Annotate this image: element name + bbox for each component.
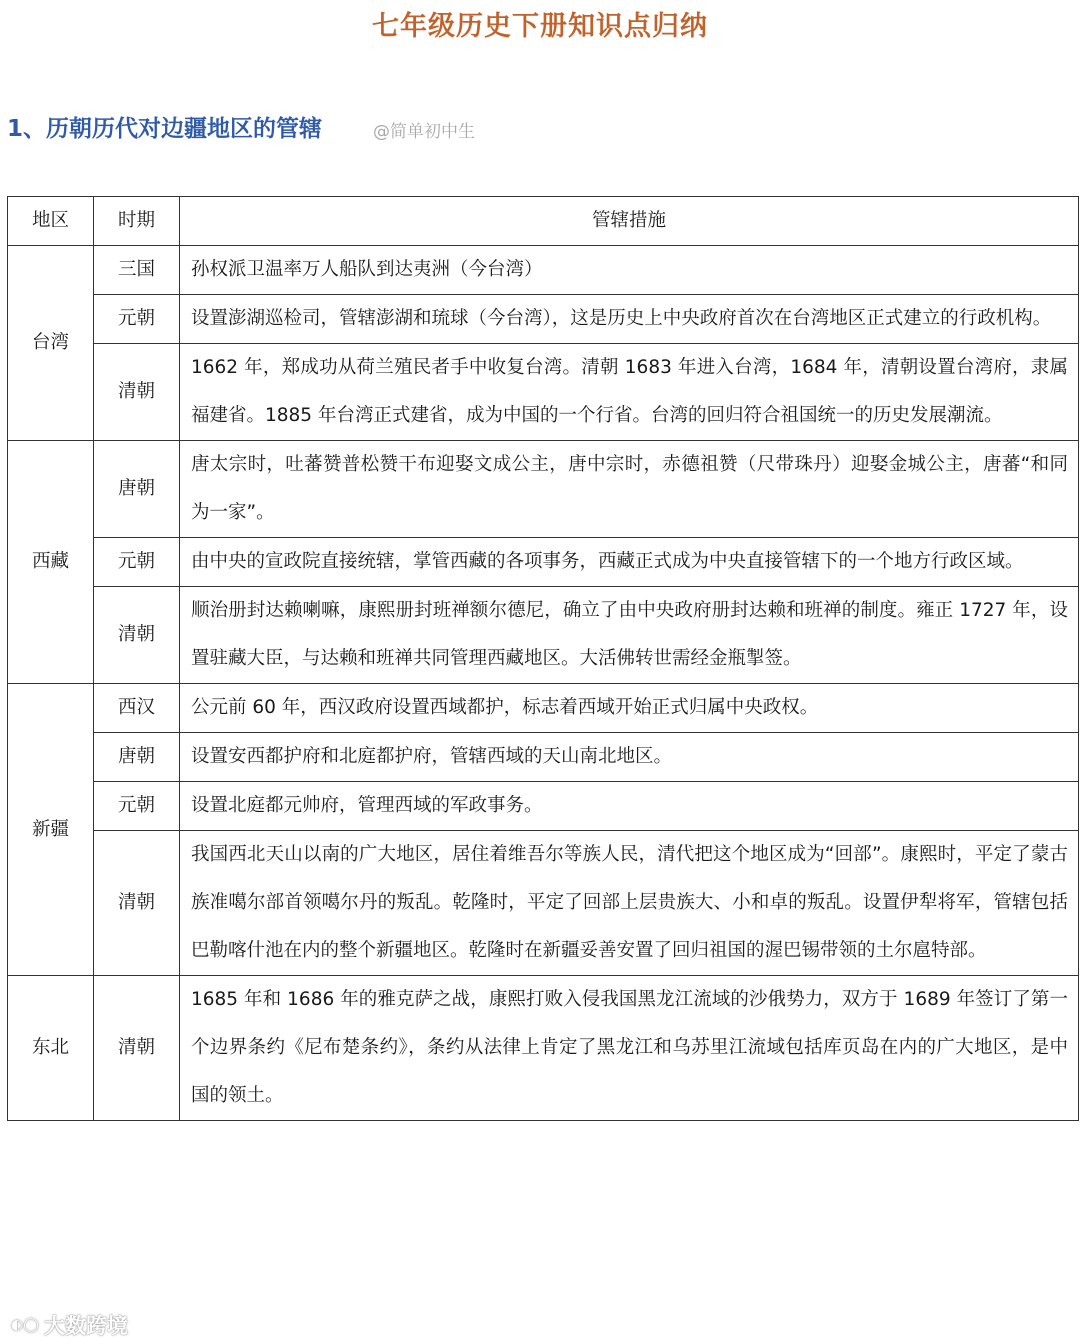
period-cell: 清朝	[94, 831, 180, 976]
region-cell: 东北	[8, 976, 94, 1121]
header-region: 地区	[8, 197, 94, 246]
period-cell: 清朝	[94, 587, 180, 684]
table-row	[8, 344, 1079, 441]
period-cell: 唐朝	[94, 733, 180, 782]
table-row	[8, 538, 1079, 587]
measure-cell: 设置北庭都元帅府，管理西域的军政事务。	[180, 782, 1079, 831]
measure-cell: 唐太宗时，吐蕃赞普松赞干布迎娶文成公主，唐中宗时，赤德祖赞（尺带珠丹）迎娶金城公主，唐蕃“和同为一家”。	[180, 441, 1079, 538]
period-cell: 西汉	[94, 684, 180, 733]
dashujukuajing-logo-icon: ◐◯	[11, 1317, 39, 1333]
period-cell: 元朝	[94, 295, 180, 344]
table-header-row	[8, 197, 1079, 246]
header-period: 时期	[94, 197, 180, 246]
measure-cell: 孙权派卫温率万人船队到达夷洲（今台湾）	[180, 246, 1079, 295]
footer-watermark	[10, 1310, 128, 1340]
measure-cell: 由中央的宣政院直接统辖，掌管西藏的各项事务，西藏正式成为中央直接管辖下的一个地方行政区域。	[180, 538, 1079, 587]
table-row	[8, 831, 1079, 976]
table-row	[8, 733, 1079, 782]
measure-cell: 公元前 60 年，西汉政府设置西域都护，标志着西域开始正式归属中央政权。	[180, 684, 1079, 733]
author-watermark: @简单初中生	[373, 122, 475, 142]
table-row	[8, 295, 1079, 344]
period-cell: 清朝	[94, 344, 180, 441]
measure-cell: 设置安西都护府和北庭都护府，管辖西域的天山南北地区。	[180, 733, 1079, 782]
period-cell: 元朝	[94, 782, 180, 831]
header-measures: 管辖措施	[180, 197, 1079, 246]
measure-cell: 1685 年和 1686 年的雅克萨之战，康熙打败入侵我国黑龙江流域的沙俄势力，双方于 1689 年签订了第一个边界条约《尼布楚条约》，条约从法律上肯定了黑龙江和乌苏里江流域包括库页岛在内的广大地区，是中国的领土。	[180, 976, 1079, 1121]
region-cell: 台湾	[8, 246, 94, 441]
region-cell: 新疆	[8, 684, 94, 976]
document-title: 七年级历史下册知识点归纳	[372, 11, 708, 42]
footer-watermark-text: 大数跨境	[44, 1314, 128, 1338]
table-row	[8, 782, 1079, 831]
measure-cell: 1662 年，郑成功从荷兰殖民者手中收复台湾。清朝 1683 年进入台湾，1684 年，清朝设置台湾府，隶属福建省。1885 年台湾正式建省，成为中国的一个行省。台湾的回归符合祖国统一的历史发展潮流。	[180, 344, 1079, 441]
measure-cell: 我国西北天山以南的广大地区，居住着维吾尔等族人民，清代把这个地区成为“回部”。康熙时，平定了蒙古族准噶尔部首领噶尔丹的叛乱。乾隆时，平定了回部上层贵族大、小和卓的叛乱。设置伊犁将军，管辖包括巴勒喀什池在内的整个新疆地区。乾隆时在新疆妥善安置了回归祖国的渥巴锡带领的土尔扈特部。	[180, 831, 1079, 976]
table-row	[8, 684, 1079, 733]
region-cell: 西藏	[8, 441, 94, 684]
table-row	[8, 976, 1079, 1121]
period-cell: 元朝	[94, 538, 180, 587]
table-row	[8, 587, 1079, 684]
jurisdiction-table	[7, 196, 1079, 1121]
table-row	[8, 441, 1079, 538]
section-heading: 1、历朝历代对边疆地区的管辖	[7, 116, 323, 142]
measure-cell: 顺治册封达赖喇嘛，康熙册封班禅额尔德尼，确立了由中央政府册封达赖和班禅的制度。雍正 1727 年，设置驻藏大臣，与达赖和班禅共同管理西藏地区。大活佛转世需经金瓶掣签。	[180, 587, 1079, 684]
table-row	[8, 246, 1079, 295]
period-cell: 清朝	[94, 976, 180, 1121]
period-cell: 唐朝	[94, 441, 180, 538]
period-cell: 三国	[94, 246, 180, 295]
measure-cell: 设置澎湖巡检司，管辖澎湖和琉球（今台湾），这是历史上中央政府首次在台湾地区正式建立的行政机构。	[180, 295, 1079, 344]
